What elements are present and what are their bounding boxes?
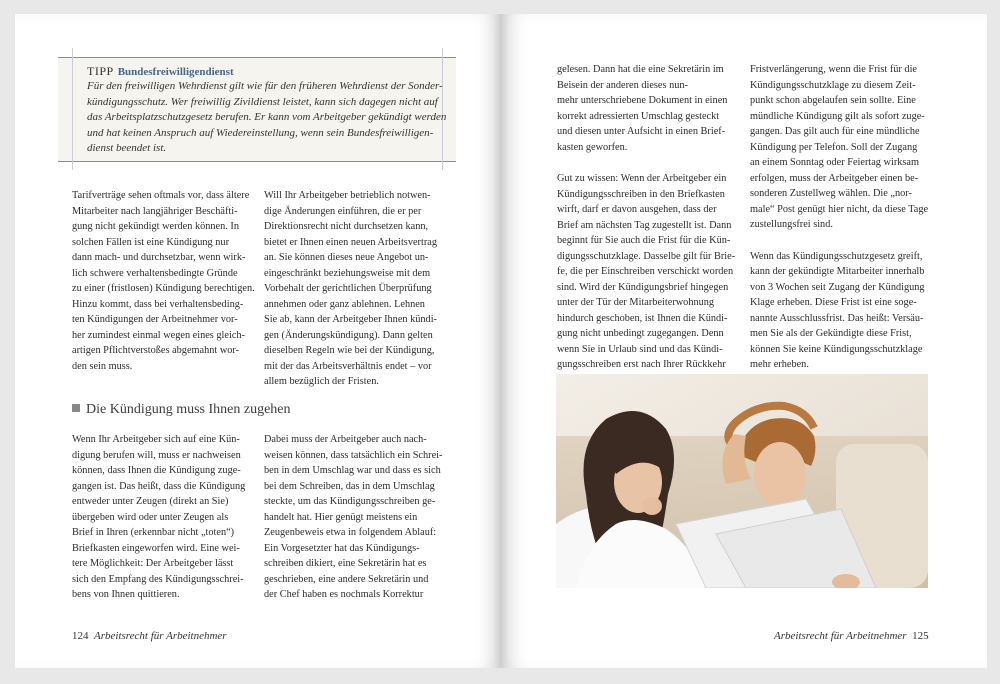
- running-title-left: Arbeitsrecht für Arbeitnehmer: [94, 630, 227, 642]
- text-line: Kündigung per Telefon. Soll der Zugang: [750, 141, 918, 153]
- text-line: Tarifverträge sehen oftmals vor, dass ältere: [72, 190, 250, 201]
- book-gutter: [494, 14, 508, 668]
- text-line: fe, die per Einschreiben verschickt worden: [557, 266, 734, 277]
- text-line: handelt hat. Hier genügt meistens ein: [264, 511, 418, 523]
- text-line: nannte Ausschlussfrist. Das heißt: Versäu-: [750, 312, 924, 324]
- text-line: Hinzu kommt, dass bei verhaltensbeding-: [72, 298, 244, 310]
- text-line: gung nicht unbedingt zugegangen. Denn: [557, 328, 724, 339]
- paragraph: [264, 432, 456, 603]
- footer-right: [774, 630, 929, 642]
- text-line: beginnt für Sie auch die Frist für die Kün-: [557, 235, 731, 246]
- text-line: dige Änderungen einführen, die er per: [264, 205, 422, 217]
- text-line: Kündigungsschreiben in den Briefkasten: [557, 188, 725, 200]
- text-line: hindurch geschoben, ist Ihnen die Kündi-: [557, 312, 728, 324]
- right-column-1: [557, 62, 743, 388]
- text-line: wenn Sie in Urlaub sind und das Kündi-: [557, 343, 723, 355]
- text-line: digung berufen will, muss er nachweisen: [72, 449, 241, 461]
- text-line: übergeben wird oder unter Zeugen als: [72, 511, 229, 523]
- text-line: annehmen oder ganz ablehnen. Lehnen: [264, 298, 425, 310]
- text-line: gangen ist. Das heißt, dass die Kündigung: [72, 480, 246, 492]
- paragraph: [557, 171, 743, 388]
- text-line: Fristverlängerung, wenn die Frist für die: [750, 64, 918, 75]
- text-line: male“ Post genügt hier nicht, da diese Tage: [750, 203, 929, 215]
- text-line: wirft, darf er davon ausgehen, dass der: [557, 204, 717, 215]
- text-line: weisen können, dass tatsächlich ein Schrei-: [264, 449, 443, 461]
- text-line: Will Ihr Arbeitgeber betrieblich notwen-: [264, 190, 431, 201]
- text-line: Ein Vorgesetzter hat das Kündigungs-: [264, 542, 420, 554]
- text-line: mehr erheben.: [750, 359, 809, 370]
- tip-guide-left: [72, 48, 73, 170]
- text-line: tere Möglichkeit: Der Arbeitgeber lässt: [72, 558, 234, 569]
- tip-line: Für den freiwilligen Wehrdienst gilt wie für den früheren Wehrdienst der Sonder-: [87, 80, 443, 92]
- text-line: geschrieben, eine andere Sekretärin und: [264, 573, 429, 585]
- left-column-2: [264, 188, 456, 390]
- text-line: zu einer (fristlosen) Kündigung berechtigen.: [72, 283, 255, 294]
- tip-line: und hat keinen Anspruch auf Wiedereinstellung, wenn sein Bundesfreiwilligen-: [87, 126, 434, 139]
- text-line: erfolgen, muss der Arbeitgeber einen be-: [750, 172, 919, 184]
- running-title-right: Arbeitsrecht für Arbeitnehmer: [774, 630, 907, 642]
- text-line: Wenn Ihr Arbeitgeber sich auf eine Kün-: [72, 434, 240, 445]
- left-column-4: [264, 432, 456, 603]
- text-line: entweder unter Zeugen (direkt an Sie): [72, 496, 229, 507]
- text-line: gangen. Das gilt auch für eine mündliche: [750, 126, 920, 137]
- text-line: Brief am nächsten Tag zugestellt ist. Dann: [557, 219, 732, 231]
- text-line: Wenn das Kündigungsschutzgesetz greift,: [750, 250, 923, 262]
- text-line: gen (Änderungskündigung). Dann gelten: [264, 329, 433, 341]
- tip-heading: [87, 64, 234, 79]
- text-line: von 3 Wochen seit Zugang der Kündigung: [750, 281, 925, 293]
- text-line: an. Sie können dieses neue Angebot un-: [264, 252, 429, 263]
- left-column-3: [72, 432, 257, 603]
- text-line: dieselben Regeln wie bei der Kündigung,: [264, 345, 435, 356]
- page-number-left: 124: [72, 630, 89, 642]
- tip-label: TIPP: [87, 64, 114, 78]
- section-heading-text: Die Kündigung muss Ihnen zugehen: [86, 402, 291, 417]
- tip-line: dienst beendet ist.: [87, 142, 167, 154]
- text-line: Direktionsrecht nicht durchsetzen kann,: [264, 221, 429, 232]
- text-line: gung nicht gekündigt werden können. In: [72, 221, 240, 232]
- text-line: Kündigungsschutzklage zu diesem Zeit-: [750, 79, 916, 91]
- text-line: dann mach- und durchsetzbar, wenn wirk-: [72, 252, 246, 263]
- text-line: punkt schon abgelaufen sein sollte. Eine: [750, 95, 916, 106]
- tip-line: das Arbeitsplatzschutzgesetz berufen. Er kann vom Arbeitgeber gekündigt werden: [87, 111, 447, 123]
- text-line: bietet er Ihnen einen neuen Arbeitsvertrag: [264, 236, 437, 248]
- paragraph: [72, 432, 257, 603]
- tip-line: kündigungsschutz. Wer freiwillig Zivildienst leistet, kann sich dagegen nicht auf: [87, 95, 438, 108]
- text-line: ben in dem Umschlag war und dass es sich: [264, 465, 441, 476]
- text-line: kann der gekündigte Mitarbeiter innerhalb: [750, 266, 925, 277]
- text-line: können Sie keine Kündigungsschutzklage: [750, 343, 923, 355]
- right-column-2: [750, 62, 932, 373]
- text-line: artigen Pflichtverstoßes abgemahnt wor-: [72, 345, 240, 356]
- text-line: gungsschreiben erst nach Ihrer Rückkehr: [557, 359, 726, 370]
- text-line: men Sie als der Gekündigte diese Frist,: [750, 328, 912, 339]
- text-line: mehr unterschriebene Dokument in einen: [557, 95, 728, 106]
- photo-couple-reading-letter: [556, 374, 928, 588]
- text-line: Sie ab, kann der Arbeitgeber Ihnen kündi-: [264, 314, 437, 325]
- text-line: allem bezüglich der Fristen.: [264, 376, 379, 387]
- text-line: zustellungsfrei sind.: [750, 219, 833, 230]
- tip-text: [87, 79, 447, 157]
- text-line: Mitarbeiter nach langjähriger Beschäfti-: [72, 205, 238, 217]
- footer-left: [72, 630, 227, 642]
- text-line: sich den Empfang des Kündigungsschrei-: [72, 573, 244, 585]
- text-line: digungsschutzklage. Dasselbe gilt für Brie-: [557, 250, 736, 262]
- text-line: Klage erheben. Diese Frist ist eine soge-: [750, 297, 917, 308]
- text-line: bei dem Schreiben, das in dem Umschlag: [264, 480, 435, 492]
- text-line: Zeugenbeweis etwa in folgendem Ablauf:: [264, 527, 437, 538]
- left-column-1: [72, 188, 257, 374]
- text-line: sind. Wird der Kündigungsbrief hingegen: [557, 281, 729, 293]
- text-line: der Chef haben es nochmals Korrektur: [264, 589, 424, 600]
- text-line: steckte, um das Kündigungsschreiben ge-: [264, 496, 436, 507]
- text-line: eingeschränkt beziehungsweise mit dem: [264, 267, 431, 279]
- text-line: korrekt adressierten Umschlag gesteckt: [557, 110, 720, 122]
- text-line: unter der Tür der Mitarbeiterwohnung: [557, 297, 715, 308]
- text-line: den sein muss.: [72, 360, 133, 372]
- text-line: können, dass Ihnen die Kündigung zuge-: [72, 465, 241, 476]
- text-line: her zumindest einmal wegen eines gleich-: [72, 329, 245, 341]
- paragraph: [750, 249, 932, 373]
- square-bullet-icon: [72, 404, 80, 412]
- text-line: lich schwere verhaltensbedingte Gründe: [72, 267, 238, 279]
- text-line: und diesen unter Aufsicht in einen Brief-: [557, 126, 726, 137]
- tip-guide-right: [442, 48, 443, 170]
- section-heading: [72, 402, 291, 418]
- text-line: kasten geworfen.: [557, 141, 628, 153]
- paragraph: [72, 188, 257, 374]
- paragraph: [750, 62, 932, 233]
- text-line: Briefkasten eingeworfen wird. Eine wei-: [72, 542, 240, 554]
- text-line: ten Kündigungen der Arbeitnehmer vor-: [72, 314, 238, 325]
- page-number-right: 125: [912, 630, 929, 642]
- text-line: an einem Sonntag oder Feiertag wirksam: [750, 157, 919, 168]
- text-line: mündliche Kündigung gilt als sofort zuge-: [750, 110, 925, 122]
- text-line: gelesen. Dann hat die eine Sekretärin im: [557, 64, 724, 75]
- text-line: Brief in Ihren (erkennbar nicht „toten“): [72, 527, 235, 538]
- text-line: mit der das Arbeitsverhältnis endet – vor: [264, 360, 432, 372]
- text-line: Beisein der anderen dieses nun-: [557, 79, 688, 91]
- text-line: Gut zu wissen: Wenn der Arbeitgeber ein: [557, 173, 727, 184]
- paragraph: [557, 62, 743, 155]
- text-line: sonderen Zustellweg wählen. Die „nor-: [750, 188, 912, 199]
- text-line: schreiben dikiert, eine Sekretärin hat es: [264, 558, 427, 569]
- paragraph: [264, 188, 456, 390]
- text-line: solchen Fällen ist eine Kündigung nur: [72, 236, 230, 248]
- text-line: Dabei muss der Arbeitgeber auch nach-: [264, 434, 427, 445]
- tip-title: Bundesfreiwilligendienst: [117, 66, 234, 78]
- text-line: bens von Ihnen quittieren.: [72, 589, 180, 600]
- text-line: Vorbehalt der gerichtlichen Überprüfung: [264, 283, 432, 294]
